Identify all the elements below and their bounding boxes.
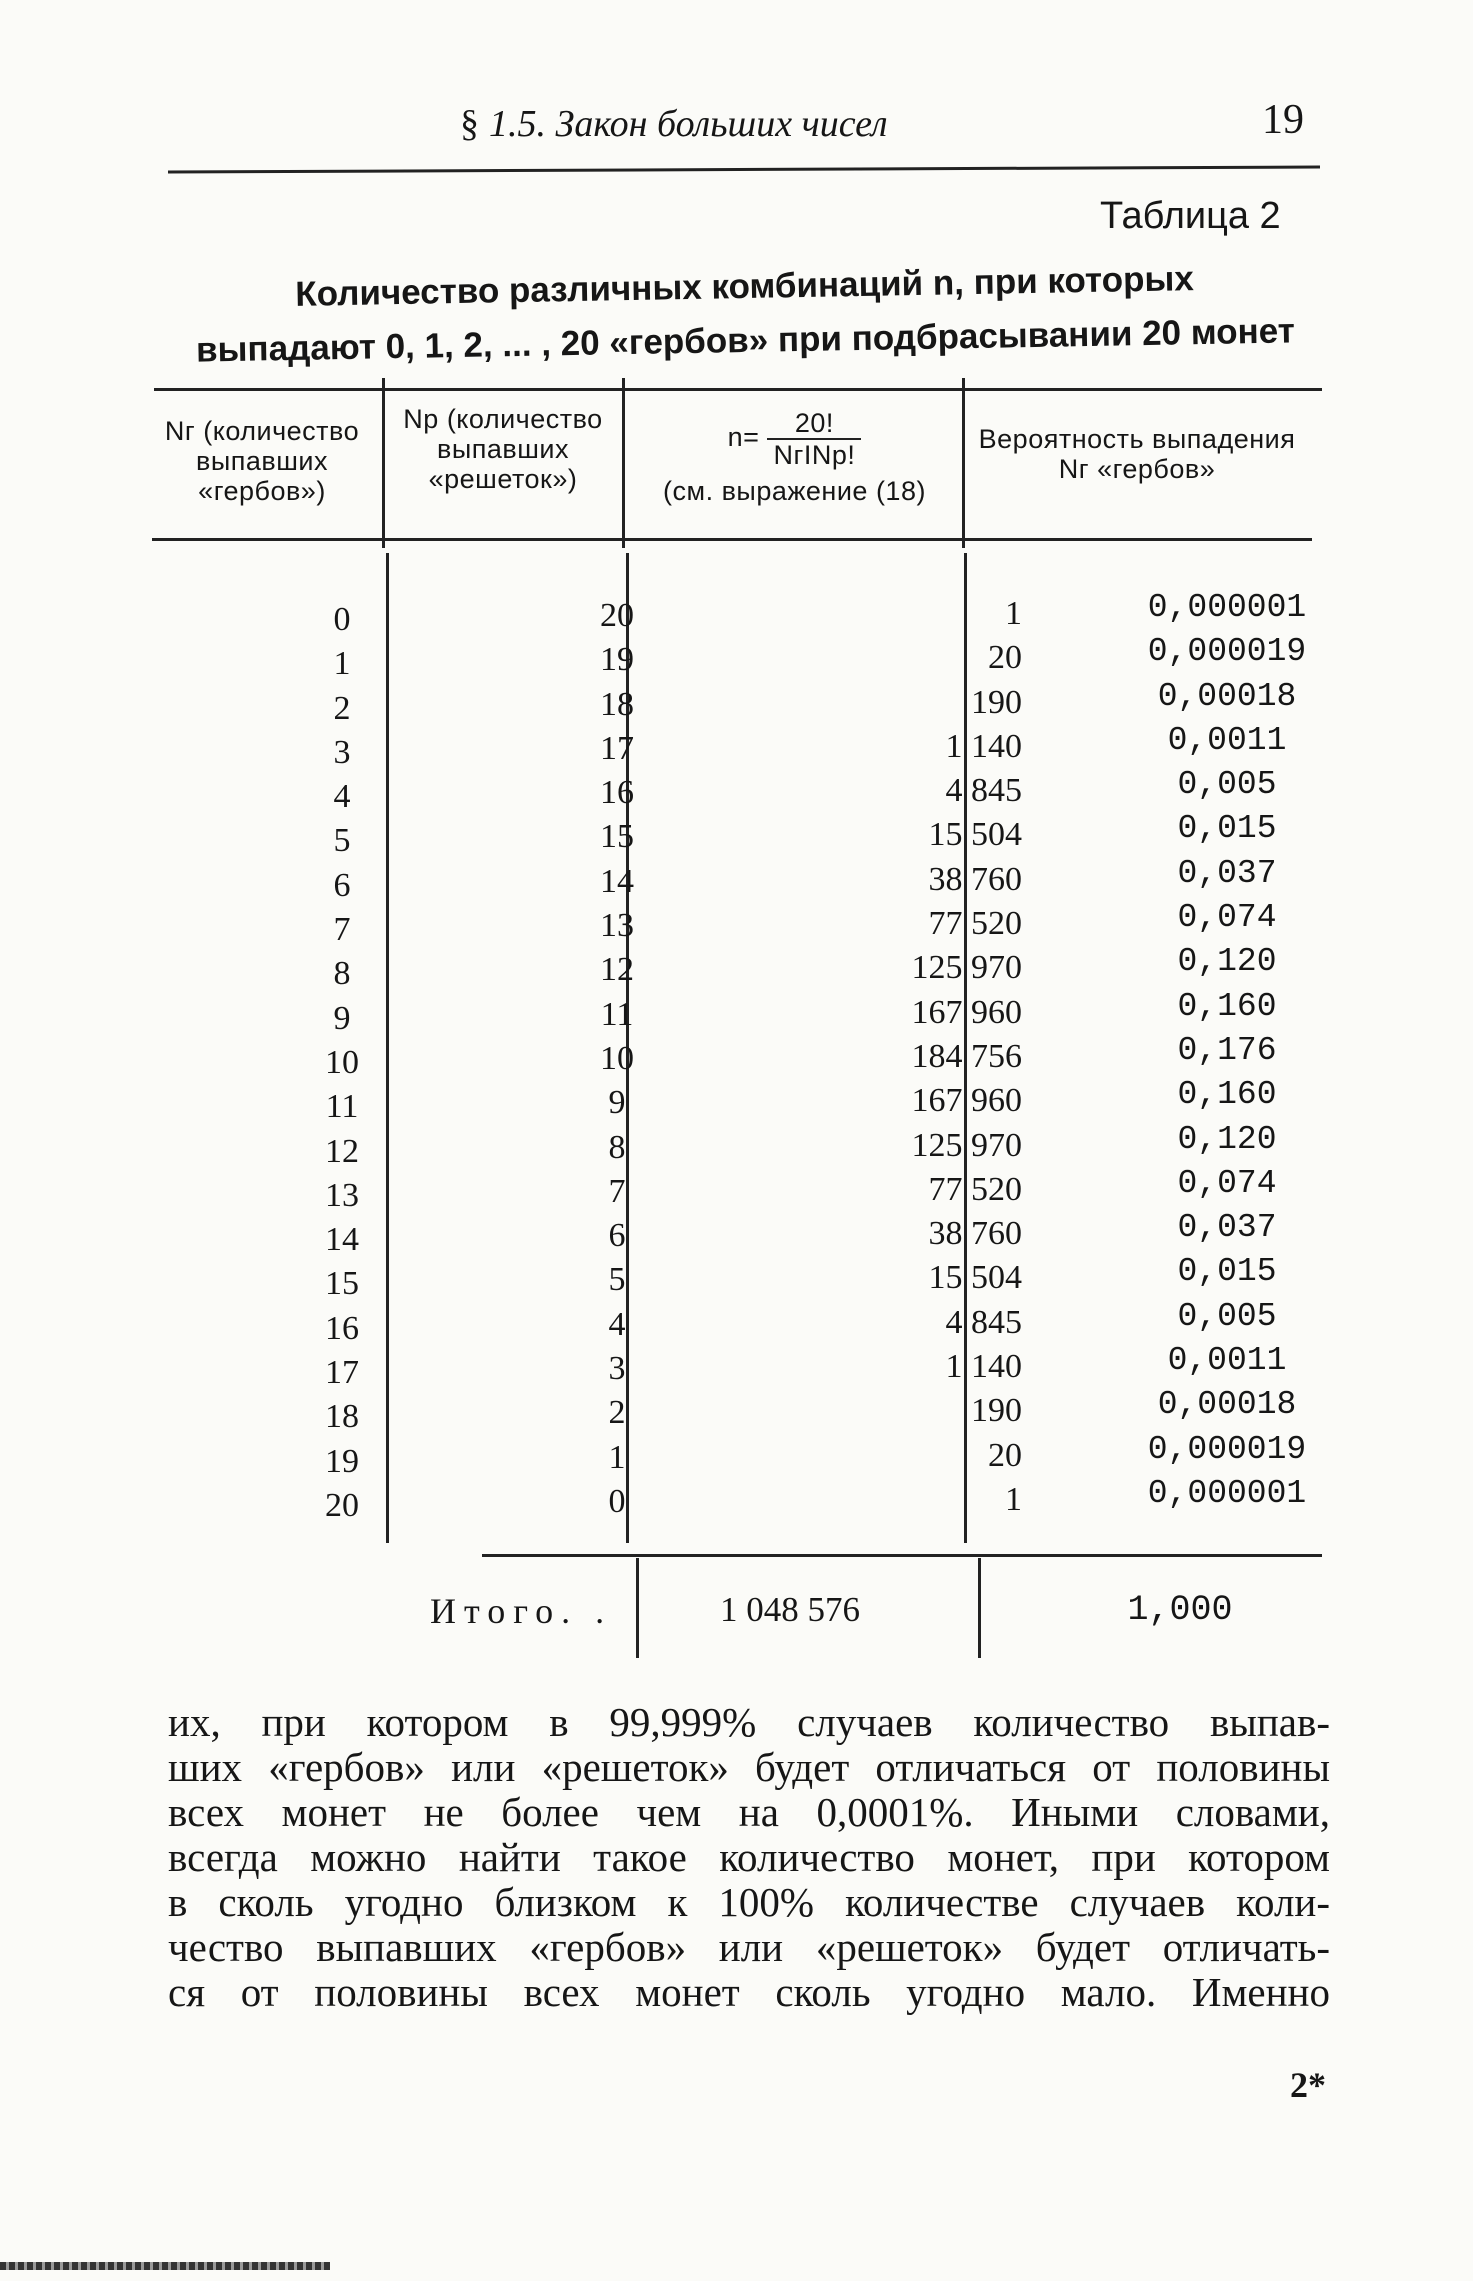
cell-combinations: 125 970 <box>911 949 1022 987</box>
cell-probability: 0,120 <box>1177 943 1277 981</box>
cell-heads: 19 <box>325 1442 359 1480</box>
cell-heads: 4 <box>333 778 351 816</box>
header-bottom-rule <box>152 538 1312 541</box>
page-number: 19 <box>1262 97 1304 143</box>
header-rule <box>168 165 1320 173</box>
cell-probability: 0,0011 <box>1167 721 1287 759</box>
body-line: ся от половины всех монет сколь угодно мало. Именно <box>168 1969 1330 2015</box>
cell-probability: 0,005 <box>1177 1297 1277 1335</box>
cell-combinations: 1 140 <box>945 1348 1022 1386</box>
cell-tails: 1 <box>608 1438 626 1476</box>
cell-tails: 0 <box>608 1482 626 1520</box>
cell-tails: 8 <box>608 1128 626 1166</box>
column-probability <box>1082 586 1372 1516</box>
totals-divider-1 <box>636 1558 639 1658</box>
cell-heads: 8 <box>333 955 351 993</box>
cell-tails: 4 <box>608 1305 626 1343</box>
body-line: ших «гербов» или «решеток» будет отличаться от половины <box>168 1744 1330 1790</box>
table-label: Таблица 2 <box>1100 195 1281 237</box>
cell-heads: 16 <box>325 1309 359 1347</box>
header-probability: Вероятность выпадения Nг «гербов» <box>978 424 1296 484</box>
cell-tails: 7 <box>608 1172 626 1210</box>
cell-combinations: 38 760 <box>928 860 1022 898</box>
cell-tails: 12 <box>600 951 634 989</box>
body-line: всегда можно найти такое количество монет, при котором <box>168 1834 1330 1880</box>
cell-tails: 15 <box>600 818 634 856</box>
cell-probability: 0,160 <box>1177 987 1277 1025</box>
cell-combinations: 20 <box>988 639 1022 677</box>
cell-heads: 1 <box>333 645 351 683</box>
cell-combinations: 1 140 <box>945 727 1022 765</box>
cell-combinations: 15 504 <box>928 1259 1022 1297</box>
cell-combinations: 184 756 <box>911 1037 1022 1075</box>
cell-probability: 0,000001 <box>1147 589 1307 626</box>
cell-tails: 14 <box>600 862 634 900</box>
totals-rule <box>482 1554 1322 1557</box>
body-line: в сколь угодно близком к 100% количестве случаев коли- <box>168 1879 1330 1925</box>
scan-edge <box>0 2262 330 2270</box>
body-paragraph <box>168 1700 1330 2015</box>
cell-probability: 0,176 <box>1177 1031 1277 1069</box>
body-line: их, при котором в 99,999% случаев количество выпав- <box>168 1699 1330 1745</box>
header-tails-count: Nр (количество выпавших «решеток») <box>403 404 603 494</box>
caption-line-1: Количество различных комбинаций n, при которых <box>294 259 1195 314</box>
cell-heads: 6 <box>333 866 351 904</box>
cell-heads: 2 <box>333 689 351 727</box>
total-label: Итого. . <box>430 1591 613 1631</box>
cell-tails: 2 <box>608 1394 626 1432</box>
col-divider-3 <box>962 378 965 548</box>
body-line: чество выпавших «гербов» или «решеток» будет отличать- <box>168 1924 1330 1970</box>
combinations-formula <box>632 408 957 470</box>
cell-tails: 16 <box>600 774 634 812</box>
column-combinations <box>792 592 1022 1522</box>
col-divider-2 <box>622 378 625 548</box>
cell-tails: 6 <box>608 1217 626 1255</box>
cell-heads: 0 <box>333 601 351 638</box>
cell-heads: 17 <box>325 1354 359 1392</box>
cell-tails: 5 <box>608 1261 626 1299</box>
formula-fraction <box>767 408 861 470</box>
cell-probability: 0,000019 <box>1147 633 1307 671</box>
cell-heads: 5 <box>333 822 351 860</box>
caption-line-2: выпадают 0, 1, 2, ... , 20 «гербов» при подбрасывании 20 монет <box>195 311 1296 370</box>
table-caption <box>189 250 1301 377</box>
cell-tails: 18 <box>600 685 634 723</box>
cell-combinations: 1 <box>1005 1480 1022 1518</box>
cell-heads: 15 <box>325 1265 359 1303</box>
cell-probability: 0,0011 <box>1167 1342 1287 1380</box>
cell-tails: 20 <box>600 597 634 634</box>
running-header-title: 1.5. Закон больших чисел <box>489 103 888 145</box>
cell-combinations: 38 760 <box>928 1215 1022 1253</box>
cell-tails: 10 <box>600 1039 634 1077</box>
cell-heads: 20 <box>325 1486 359 1524</box>
formula-numerator: 20! <box>767 408 861 440</box>
cell-probability: 0,015 <box>1177 1253 1277 1291</box>
cell-heads: 3 <box>333 733 351 771</box>
cell-combinations: 4 845 <box>945 772 1022 810</box>
cell-tails: 13 <box>600 907 634 945</box>
cell-combinations: 190 <box>971 1392 1022 1430</box>
cell-tails: 3 <box>608 1350 626 1388</box>
cell-heads: 13 <box>325 1176 359 1214</box>
running-header <box>460 102 888 146</box>
cell-heads: 12 <box>325 1132 359 1170</box>
cell-combinations: 15 504 <box>928 816 1022 854</box>
cell-probability: 0,074 <box>1177 1164 1277 1202</box>
cell-tails: 19 <box>600 641 634 679</box>
cell-tails: 11 <box>600 995 634 1033</box>
table-top-rule <box>154 388 1322 391</box>
cell-heads: 11 <box>325 1088 359 1126</box>
cell-heads: 18 <box>325 1398 359 1436</box>
formula-lhs: n= <box>727 422 760 453</box>
cell-combinations: 167 960 <box>911 1082 1022 1120</box>
cell-probability: 0,160 <box>1177 1076 1277 1114</box>
cell-combinations: 125 970 <box>911 1126 1022 1164</box>
section-sign: § <box>460 103 479 145</box>
cell-tails: 9 <box>608 1084 626 1122</box>
total-probability: 1,000 <box>1127 1590 1233 1630</box>
cell-probability: 0,00018 <box>1157 677 1297 715</box>
cell-combinations: 4 845 <box>945 1303 1022 1341</box>
cell-tails: 17 <box>600 729 634 767</box>
cell-combinations: 167 960 <box>911 993 1022 1031</box>
cell-probability: 0,000019 <box>1147 1430 1307 1468</box>
cell-combinations: 77 520 <box>928 1170 1022 1208</box>
cell-probability: 0,000001 <box>1147 1474 1307 1512</box>
formula-denominator: NгINр! <box>773 440 856 470</box>
column-tails <box>542 594 692 1524</box>
signature-mark: 2* <box>1290 2065 1326 2105</box>
cell-heads: 7 <box>333 911 351 949</box>
column-heads <box>267 598 417 1528</box>
cell-probability: 0,037 <box>1177 854 1277 892</box>
total-combinations: 1 048 576 <box>720 1590 860 1629</box>
cell-probability: 0,074 <box>1177 899 1277 937</box>
cell-probability: 0,00018 <box>1157 1386 1297 1424</box>
formula-reference: (см. выражение (18) <box>663 476 926 506</box>
cell-probability: 0,015 <box>1177 810 1277 848</box>
header-heads-count: Nг (количество выпавших «гербов») <box>164 416 360 506</box>
cell-combinations: 190 <box>971 683 1022 721</box>
header-combinations <box>632 408 957 506</box>
cell-probability: 0,037 <box>1177 1209 1277 1247</box>
body-line: всех монет не более чем на 0,0001%. Иными словами, <box>168 1789 1330 1835</box>
cell-heads: 14 <box>325 1221 359 1259</box>
cell-probability: 0,005 <box>1177 766 1277 804</box>
cell-combinations: 77 520 <box>928 905 1022 943</box>
col-divider-1 <box>382 378 385 548</box>
cell-probability: 0,120 <box>1177 1120 1277 1158</box>
totals-divider-2 <box>978 1558 981 1658</box>
cell-heads: 9 <box>333 999 351 1037</box>
cell-heads: 10 <box>325 1043 359 1081</box>
cell-combinations: 20 <box>988 1436 1022 1474</box>
cell-combinations: 1 <box>1005 595 1022 632</box>
